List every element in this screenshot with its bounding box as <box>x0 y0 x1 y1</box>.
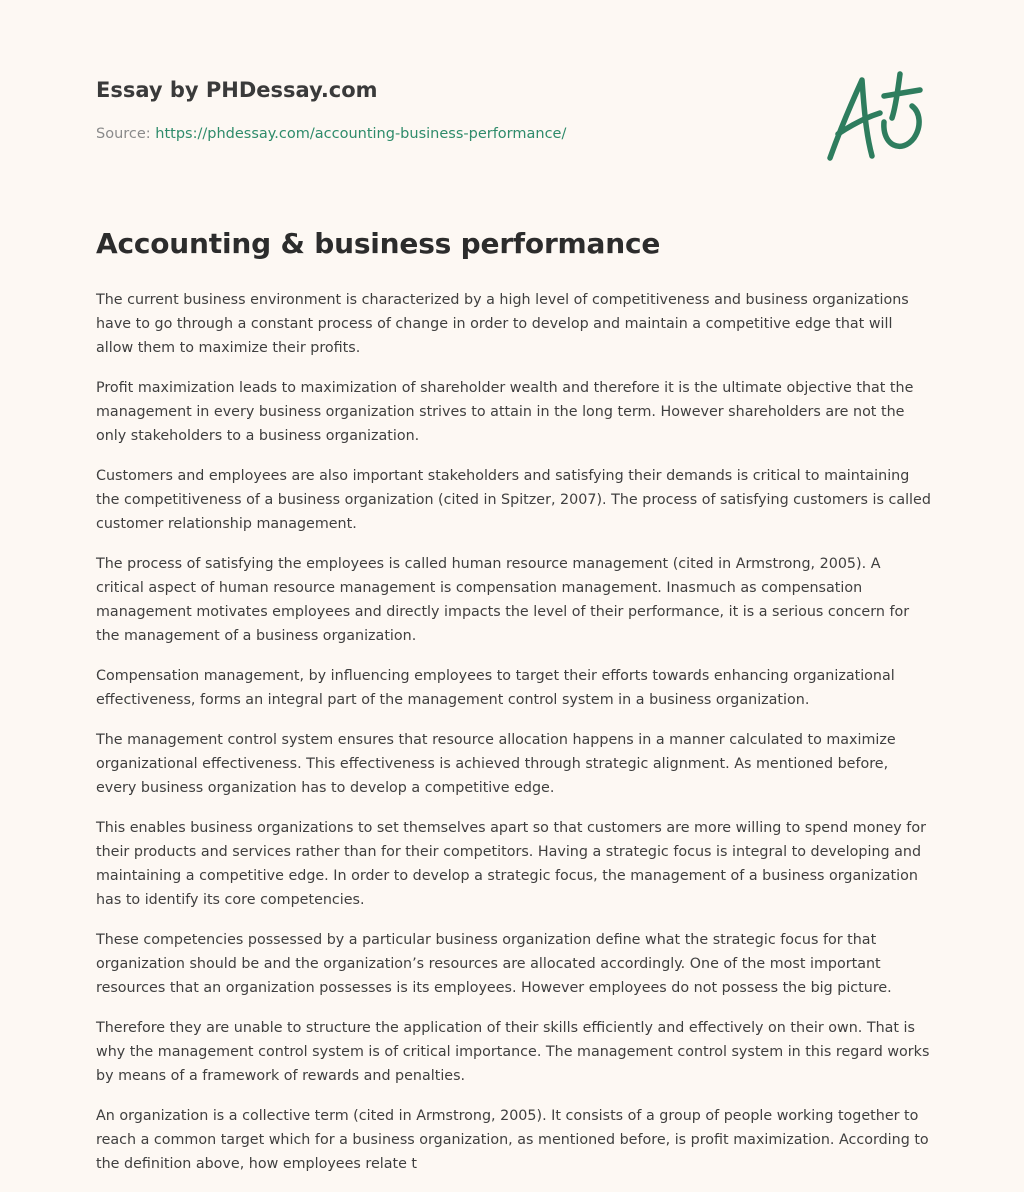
essay-paragraph: These competencies possessed by a particular business organization define what the strategic focus for that organization should be and the organization’s resources are allocated accordingly. One of the most important resources that an organization possesses is its employees. However employees do not possess the big picture. <box>96 932 892 996</box>
essay-article <box>96 226 932 1192</box>
essay-paragraph: The process of satisfying the employees is called human resource management (cited in Armstrong, 2005). A critical aspect of human resource management is compensation management. Inasmuch as compensation management motivates employees and directly impacts the level of their performance, it is a serious concern for the management of a business organization. <box>96 556 910 644</box>
source-label: Source: <box>96 126 151 142</box>
essay-paragraph: Compensation management, by influencing employees to target their efforts towards enhancing organizational effectiveness, forms an integral part of the management control system in a business organization. <box>96 668 895 708</box>
a-plus-grade-icon <box>822 68 928 166</box>
essay-paragraph: The management control system ensures that resource allocation happens in a manner calculated to maximize organizational effectiveness. This effectiveness is achieved through strategic alignment. As mentioned before, every business organization has to develop a competitive edge. <box>96 732 896 796</box>
page-header <box>96 76 928 144</box>
essay-title: Accounting & business performance <box>96 227 661 260</box>
essay-paragraph: This enables business organizations to set themselves apart so that customers are more willing to spend money for their products and services rather than for their competitors. Having a strategic focus is integral to developing and maintaining a competitive edge. In order to develop a strategic focus, the management of a business organization has to identify its core competencies. <box>96 820 926 908</box>
essay-paragraph: Customers and employees are also important stakeholders and satisfying their demands is critical to maintaining the competitiveness of a business organization (cited in Spitzer, 2007). The process of satisfying customers is called customer relationship management. <box>96 468 931 532</box>
site-title: Essay by PHDessay.com <box>96 78 378 102</box>
essay-paragraph: Profit maximization leads to maximization of shareholder wealth and therefore it is the ultimate objective that the management in every business organization strives to attain in the long term. However shareholders are not the only stakeholders to a business organization. <box>96 380 914 444</box>
source-link[interactable]: https://phdessay.com/accounting-business-performance/ <box>155 126 567 142</box>
essay-paragraph: The current business environment is characterized by a high level of competitiveness and business organizations have to go through a constant process of change in order to develop and maintain a competitive edge that will allow them to maximize their profits. <box>96 292 909 356</box>
essay-paragraph: An organization is a collective term (cited in Armstrong, 2005). It consists of a group of people working together to reach a common target which for a business organization, as mentioned before, is profit maximization. According to the definition above, how employees relate t <box>96 1108 929 1172</box>
source-line <box>96 124 928 144</box>
essay-paragraph: Therefore they are unable to structure the application of their skills efficiently and effectively on their own. That is why the management control system is of critical importance. The management control system in this regard works by means of a framework of rewards and penalties. <box>96 1020 930 1084</box>
